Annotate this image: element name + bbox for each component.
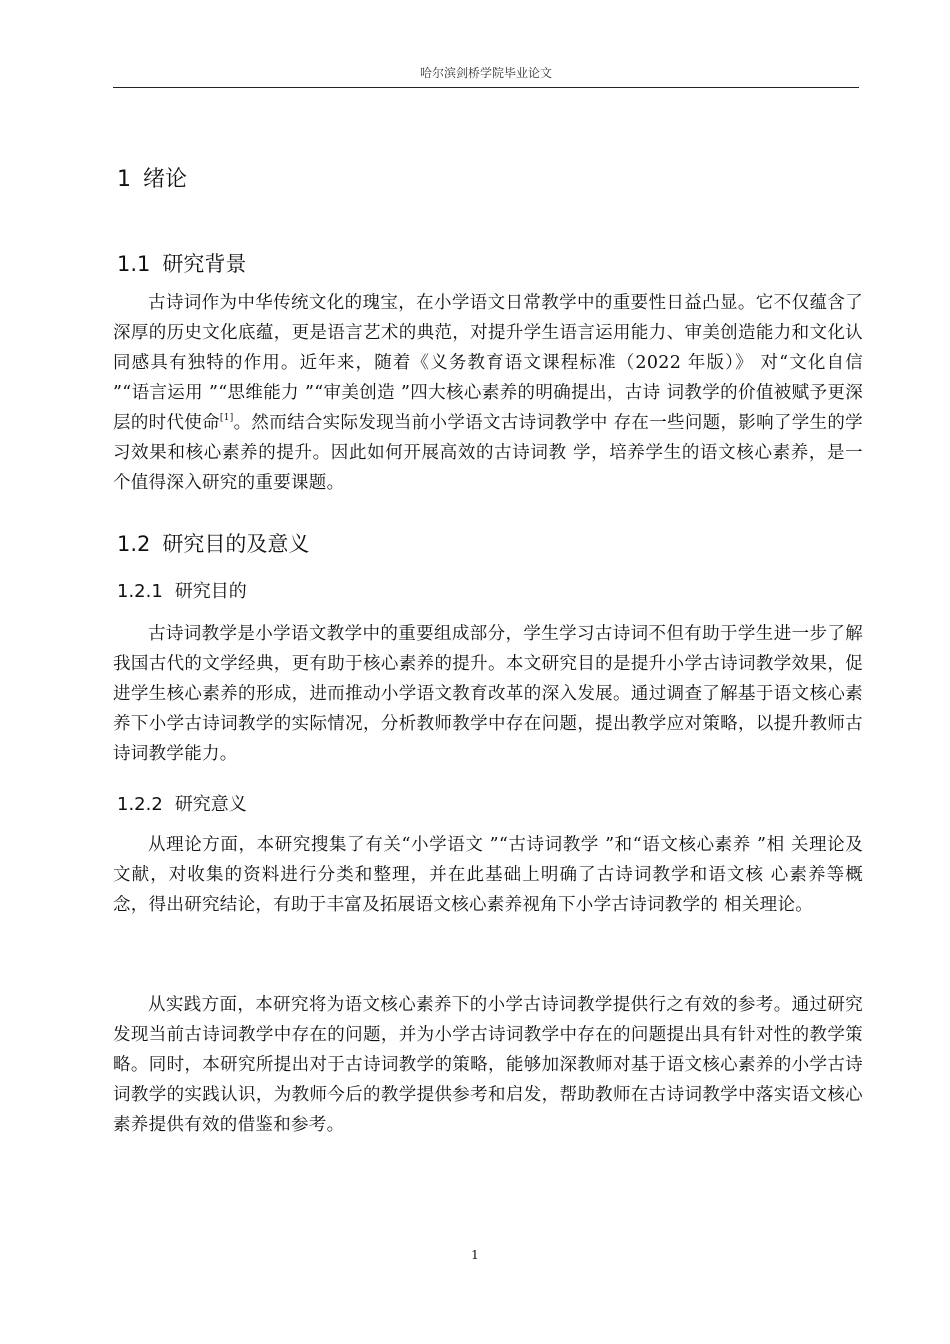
chapter-title — [117, 162, 187, 193]
citation-ref[interactable]: [1] — [219, 413, 234, 423]
section-title: 研究目的及意义 — [162, 532, 310, 556]
paragraph-significance-theory: 从理论方面，本研究搜集了有关“小学语文 ”“古诗词教学 ”和“语文核心素养 ”相 关理论及文献，对收集的资料进行分类和整理，并在此基础上明确了古诗词教学和语文核 心素养等概念，得出研究结论，有助于丰富及拓展语文核心素养视角下小学古诗词教学的 相关理论。 — [113, 835, 863, 915]
subsection-number: 1.2.1 — [117, 581, 163, 602]
section-heading-purpose-significance — [117, 528, 309, 558]
chapter-title-text: 绪论 — [143, 167, 188, 192]
subsection-heading-purpose — [117, 577, 247, 603]
section-title: 研究背景 — [162, 252, 247, 276]
page-number: 1 — [471, 1248, 479, 1262]
paragraph-significance-practice: 从实践方面，本研究将为语文核心素养下的小学古诗词教学提供行之有效的参考。通过研究发现当前古诗词教学中存在的问题，并为小学古诗词教学中存在的问题提出具有针对性的教学策略。同时，本研究所提出对于古诗词教学的策略，能够加深教师对基于语文核心素养的小学古诗词教学的实践认识，为教师今后的教学提供参考和启发，帮助教师在古诗词教学中落实语文核心素养提供有效的借鉴和参考。 — [113, 995, 863, 1135]
subsection-title: 研究意义 — [174, 794, 247, 815]
section-number: 1.2 — [117, 532, 151, 556]
subsection-heading-significance — [117, 790, 247, 816]
header-divider — [113, 87, 859, 88]
paragraph-background — [113, 288, 863, 498]
paragraph-text: 古诗词作为中华传统文化的瑰宝，在小学语文日常教学中的重要性日益凸显。它不仅蕴含了深厚的历史文化底蕴，更是语言艺术的典范，对提升学生语言运用能力、审美创造能力和文化认同感具有独特的作用。近年来，随着《义务教育语文课程标准（2022 年版）》 对“文化自信 ”“语言运用 ”“思维能力 ”“审美创造 ”四大核心素养的明确提出，古诗 词教学的价值被赋予更深层的时代使命 — [113, 293, 863, 433]
section-number: 1.1 — [117, 252, 151, 276]
subsection-title: 研究目的 — [174, 581, 247, 602]
chapter-number: 1 — [117, 167, 131, 192]
paragraph-text: 。然而结合实际发现当前小学语文古诗词教学中 存在一些问题，影响了学生的学习效果和核心素养的提升。因此如何开展高效的古诗词教 学，培养学生的语文核心素养，是一个值得深入研究的重要课题。 — [113, 413, 863, 493]
section-heading-background — [117, 248, 246, 278]
subsection-number: 1.2.2 — [117, 794, 163, 815]
page-header: 哈尔滨剑桥学院毕业论文 — [419, 66, 552, 80]
paragraph-purpose: 古诗词教学是小学语文教学中的重要组成部分，学生学习古诗词不但有助于学生进一步了解我国古代的文学经典，更有助于核心素养的提升。本文研究目的是提升小学古诗词教学效果，促进学生核心素养的形成，进而推动小学语文教育改革的深入发展。通过调查了解基于语文核心素养下小学古诗词教学的实际情况，分析教师教学中存在问题，提出教学应对策略，以提升教师古诗词教学能力。 — [113, 624, 863, 764]
